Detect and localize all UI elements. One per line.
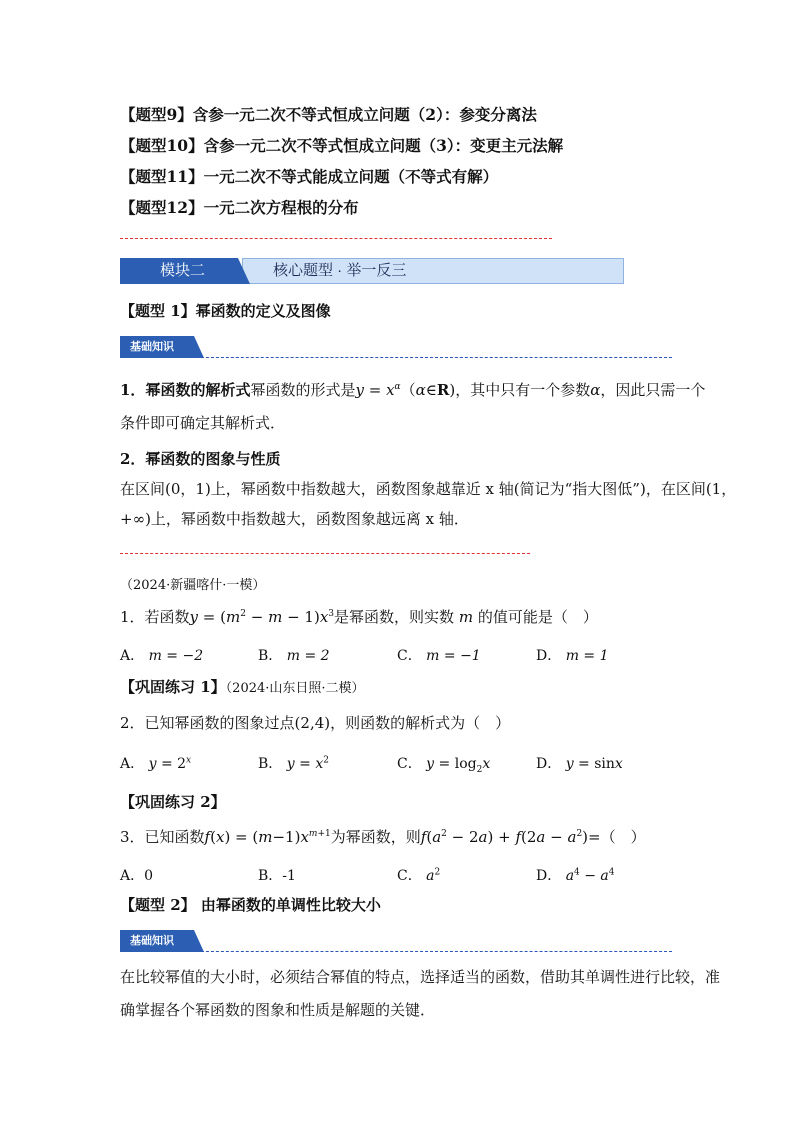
q2-header (120, 676, 365, 697)
q3-option-c: C． $a^2$ (397, 867, 441, 884)
q1-stem-pre: 1．若函数 (120, 608, 190, 626)
q2-practice: 【巩固练习 1】 (120, 678, 226, 696)
q2-option-a: A． $y = 2^x$ (120, 755, 192, 772)
type1-heading: 【题型 1】幂函数的定义及图像 (120, 302, 331, 320)
q2-option-b: B． $y = x^2$ (258, 755, 329, 772)
q2-stem-post: ，则函数的解析式为（ ） (330, 714, 511, 732)
q1-stem-post: 是幂函数，则实数 (334, 608, 455, 626)
q3-stem-mid: 为幂函数，则 (330, 828, 421, 846)
section-divider (120, 238, 552, 239)
type2-heading: 【题型 2】 由幂函数的单调性比较大小 (120, 896, 381, 914)
p1-text: 幂函数的形式是 (250, 381, 356, 399)
module-banner (120, 258, 624, 284)
p1-num: 1． (120, 381, 146, 399)
knowledge-tab: 基础知识 (120, 336, 192, 358)
module-label: 模块二 (120, 258, 238, 284)
q3-stem-end: =（ ） (588, 828, 646, 846)
p2-line2: +∞)上，幂函数中指数越大，函数图象越远离 x 轴． (120, 510, 469, 528)
banner-slant-icon (228, 258, 250, 284)
q1-option-d: D． m = 1 (536, 648, 609, 664)
p2-line1: 在区间(0，1)上，幂函数中指数越大，函数图象越靠近 x 轴(简记为“指大图低”)，在区间(1， (120, 480, 737, 498)
q1-stem-end: 的值可能是（ ） (477, 608, 598, 626)
p1-bold: 幂函数的解析式 (145, 381, 251, 399)
exercise-divider (120, 553, 530, 554)
p1-formula: y (355, 381, 364, 399)
q2-point: (2,4) (294, 714, 331, 732)
q2-stem-pre: 2．已知幂函数的图象过点 (120, 714, 295, 732)
q3-option-a: A．0 (120, 868, 154, 884)
q2-option-c: C． $y = \log_2x$ (397, 756, 491, 775)
knowledge-divider (196, 357, 672, 358)
module-title: 核心题型 · 举一反三 (242, 258, 624, 284)
toc-item-9: 【题型9】含参一元二次不等式恒成立问题（2）：参变分离法 (120, 105, 537, 124)
q2-option-d: D． y = sinx (536, 756, 623, 772)
p1-text2: ，其中只有一个参数 (455, 381, 591, 399)
toc-item-12: 【题型12】一元二次方程根的分布 (120, 198, 359, 217)
q2-source: （2024·山东日照·二模） (225, 681, 365, 696)
toc-item-11: 【题型11】一元二次不等式能成立问题（不等式有解） (120, 167, 499, 186)
q3-stem-pre: 3．已知函数 (120, 828, 205, 846)
q1-option-c: C． m = −1 (397, 648, 481, 664)
q3-practice: 【巩固练习 2】 (120, 793, 226, 811)
knowledge-tab-2: 基础知识 (120, 930, 192, 952)
tab-slant-icon (190, 336, 204, 358)
q1-source: （2024·新疆喀什·一模） (120, 578, 266, 593)
q3-stem: 3．已知函数$f(x) = (m-1)x^{m+1}$为幂函数，则$f(a^2 - 2a) + f(2a - a^2)=$（ ） (120, 828, 646, 846)
toc-item-10: 【题型10】含参一元二次不等式恒成立问题（3）：变更主元法解 (120, 136, 564, 155)
type2-line2: 确掌握各个幂函数的图象和性质是解题的关键． (120, 1001, 436, 1019)
q3-option-d: D． $a^4 - a^4$ (536, 867, 615, 884)
q1-option-b: B． m = 2 (258, 648, 330, 664)
p1-line2: 条件即可确定其解析式． (120, 414, 286, 432)
q3-option-b: B．-1 (258, 868, 296, 884)
type2-line1: 在比较幂值的大小时，必须结合幂值的特点，选择适当的函数，借助其单调性进行比较，准 (120, 968, 721, 986)
q1-option-a: A． m = −2 (120, 648, 204, 664)
p1-line1: 1．幂函数的解析式幂函数的形式是$y = x^\alpha(\alpha\in R)$，其中只有一个参数α，因此只需一个 (120, 381, 706, 399)
tab-slant-icon-2 (190, 930, 204, 952)
p2-title: 2．幂函数的图象与性质 (120, 450, 281, 468)
p1-text3: ，因此只需一个 (600, 381, 706, 399)
q2-stem (120, 712, 510, 733)
knowledge-divider-2 (196, 951, 672, 952)
q1-stem: 1．若函数$y = (m^2 - m - 1)x^3$是幂函数，则实数 m 的值可能是（ ） (120, 608, 598, 626)
